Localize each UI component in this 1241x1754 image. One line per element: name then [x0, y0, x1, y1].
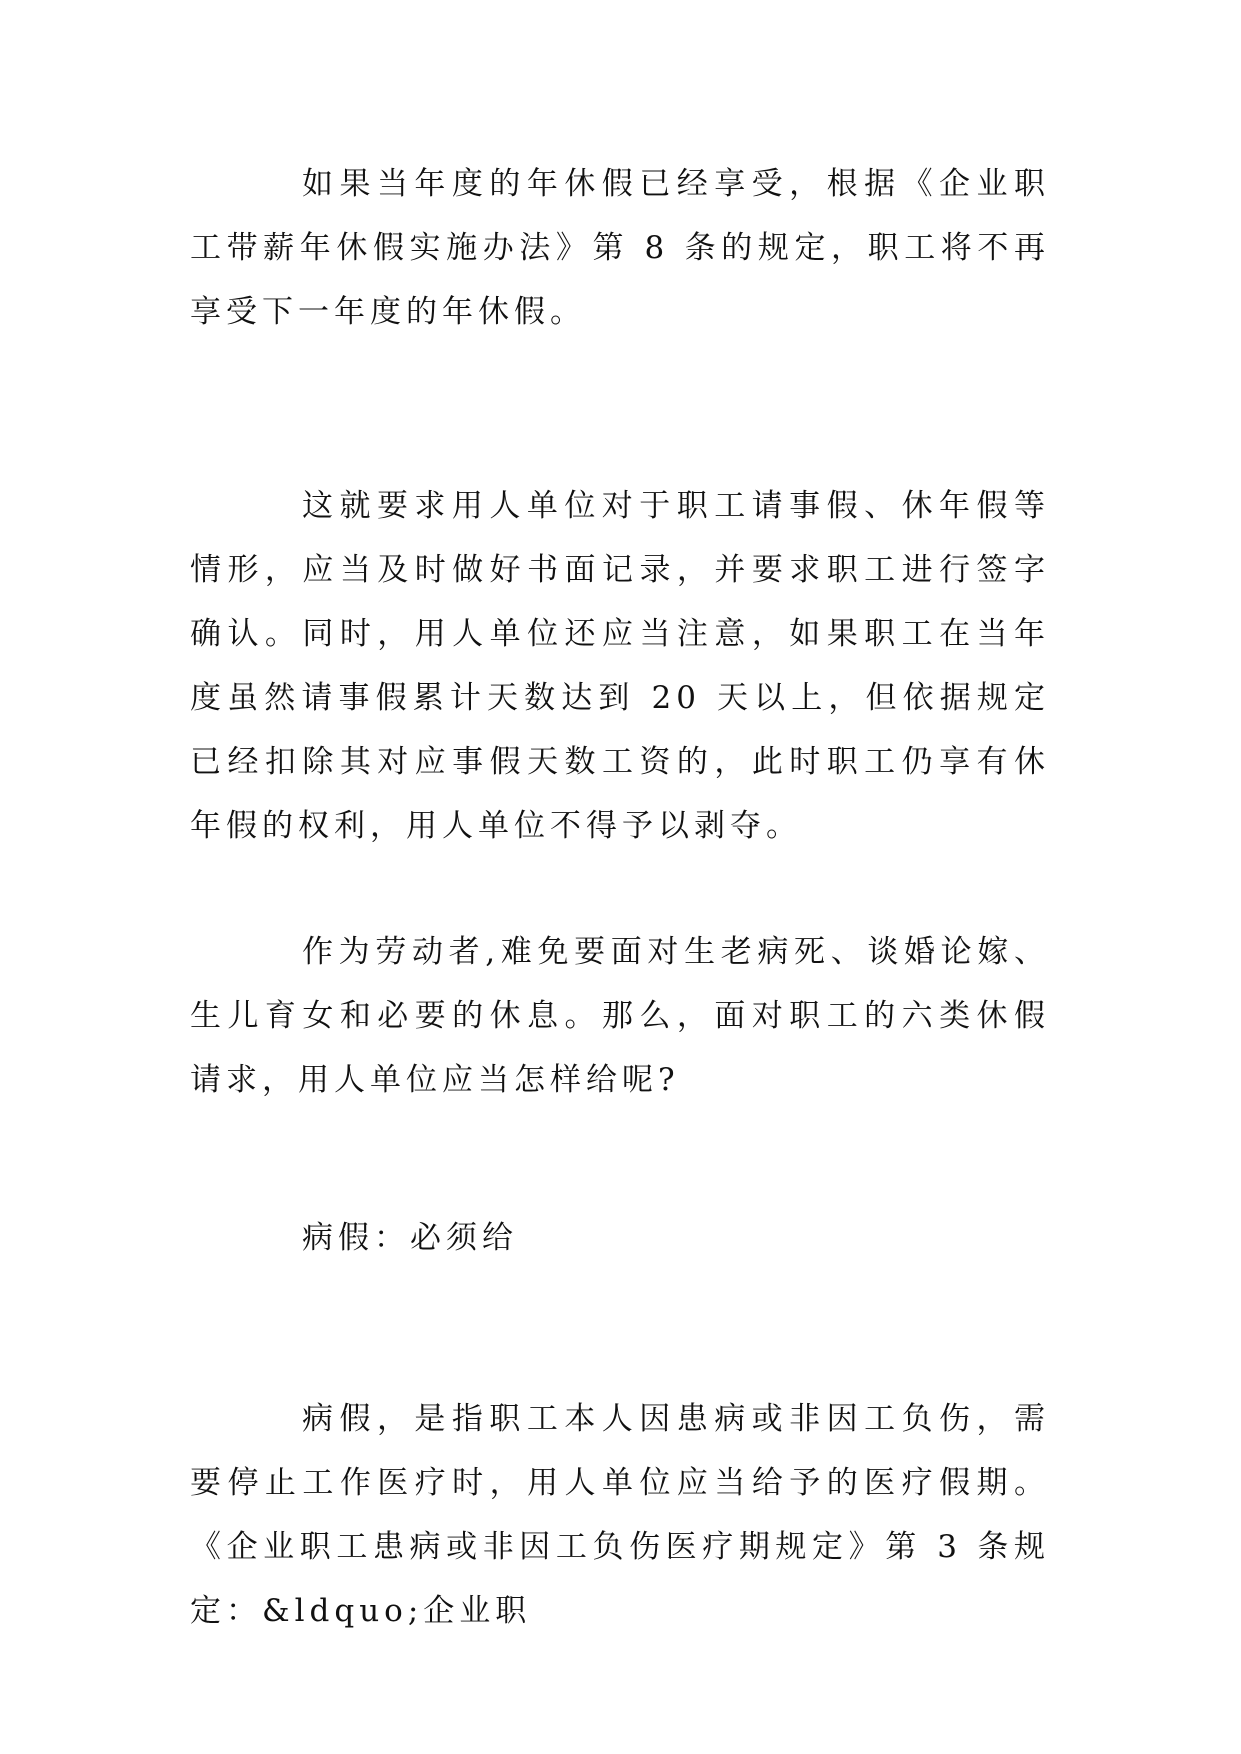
paragraph-employer-records: 这就要求用人单位对于职工请事假、休年假等情形，应当及时做好书面记录，并要求职工进行签字确认。同时，用人单位还应当注意，如果职工在当年度虽然请事假累计天数达到 20 天以上，但依据规定已经扣除其对应事假天数工资的，此时职工仍享有休年假的权利，用人单位不得予以剥夺。 — [190, 488, 1050, 844]
paragraph-annual-leave-rule: 如果当年度的年休假已经享受，根据《企业职工带薪年休假实施办法》第 8 条的规定，职工将不再享受下一年度的年休假。 — [190, 166, 1050, 330]
section-heading-sick-leave: 病假：必须给 — [302, 1220, 518, 1256]
paragraph-sick-leave-definition: 病假，是指职工本人因患病或非因工负伤，需要停止工作医疗时，用人单位应当给予的医疗假期。《企业职工患病或非因工负伤医疗期规定》第 3 条规定：&ldquo;企业职 — [190, 1401, 1050, 1629]
paragraph-six-leave-types: 作为劳动者,难免要面对生老病死、谈婚论嫁、生儿育女和必要的休息。那么，面对职工的六类休假请求，用人单位应当怎样给呢? — [190, 934, 1050, 1098]
